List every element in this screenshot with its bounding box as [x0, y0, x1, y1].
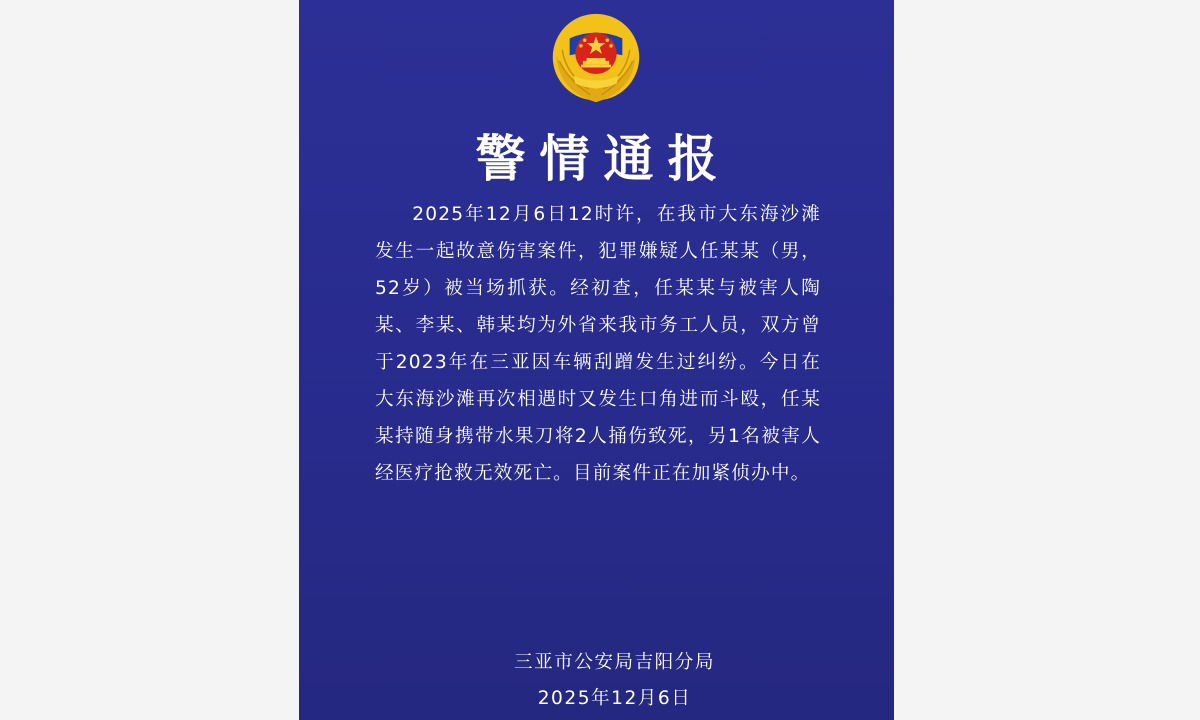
issue-date: 2025年12月6日 [537, 688, 692, 709]
notice-title: 警情通报 [475, 129, 732, 188]
notice-card [299, 0, 894, 720]
issuer-name: 三亚市公安局吉阳分局 [514, 652, 715, 673]
police-emblem-icon [549, 12, 643, 106]
notice-body: 2025年12月6日12时许，在我市大东海沙滩发生一起故意伤害案件，犯罪嫌疑人任某某（男，52岁）被当场抓获。经初查，任某某与被害人陶某、李某、韩某均为外省来我市务工人员，双方曾于2023年在三亚因车辆刮蹭发生过纠纷。今日在大东海沙滩再次相遇时又发生口角进而斗殴，任某某持随身携带水果刀将2人捅伤致死，另1名被害人经医疗抢救无效死亡。目前案件正在加紧侦办中。 [375, 204, 821, 484]
